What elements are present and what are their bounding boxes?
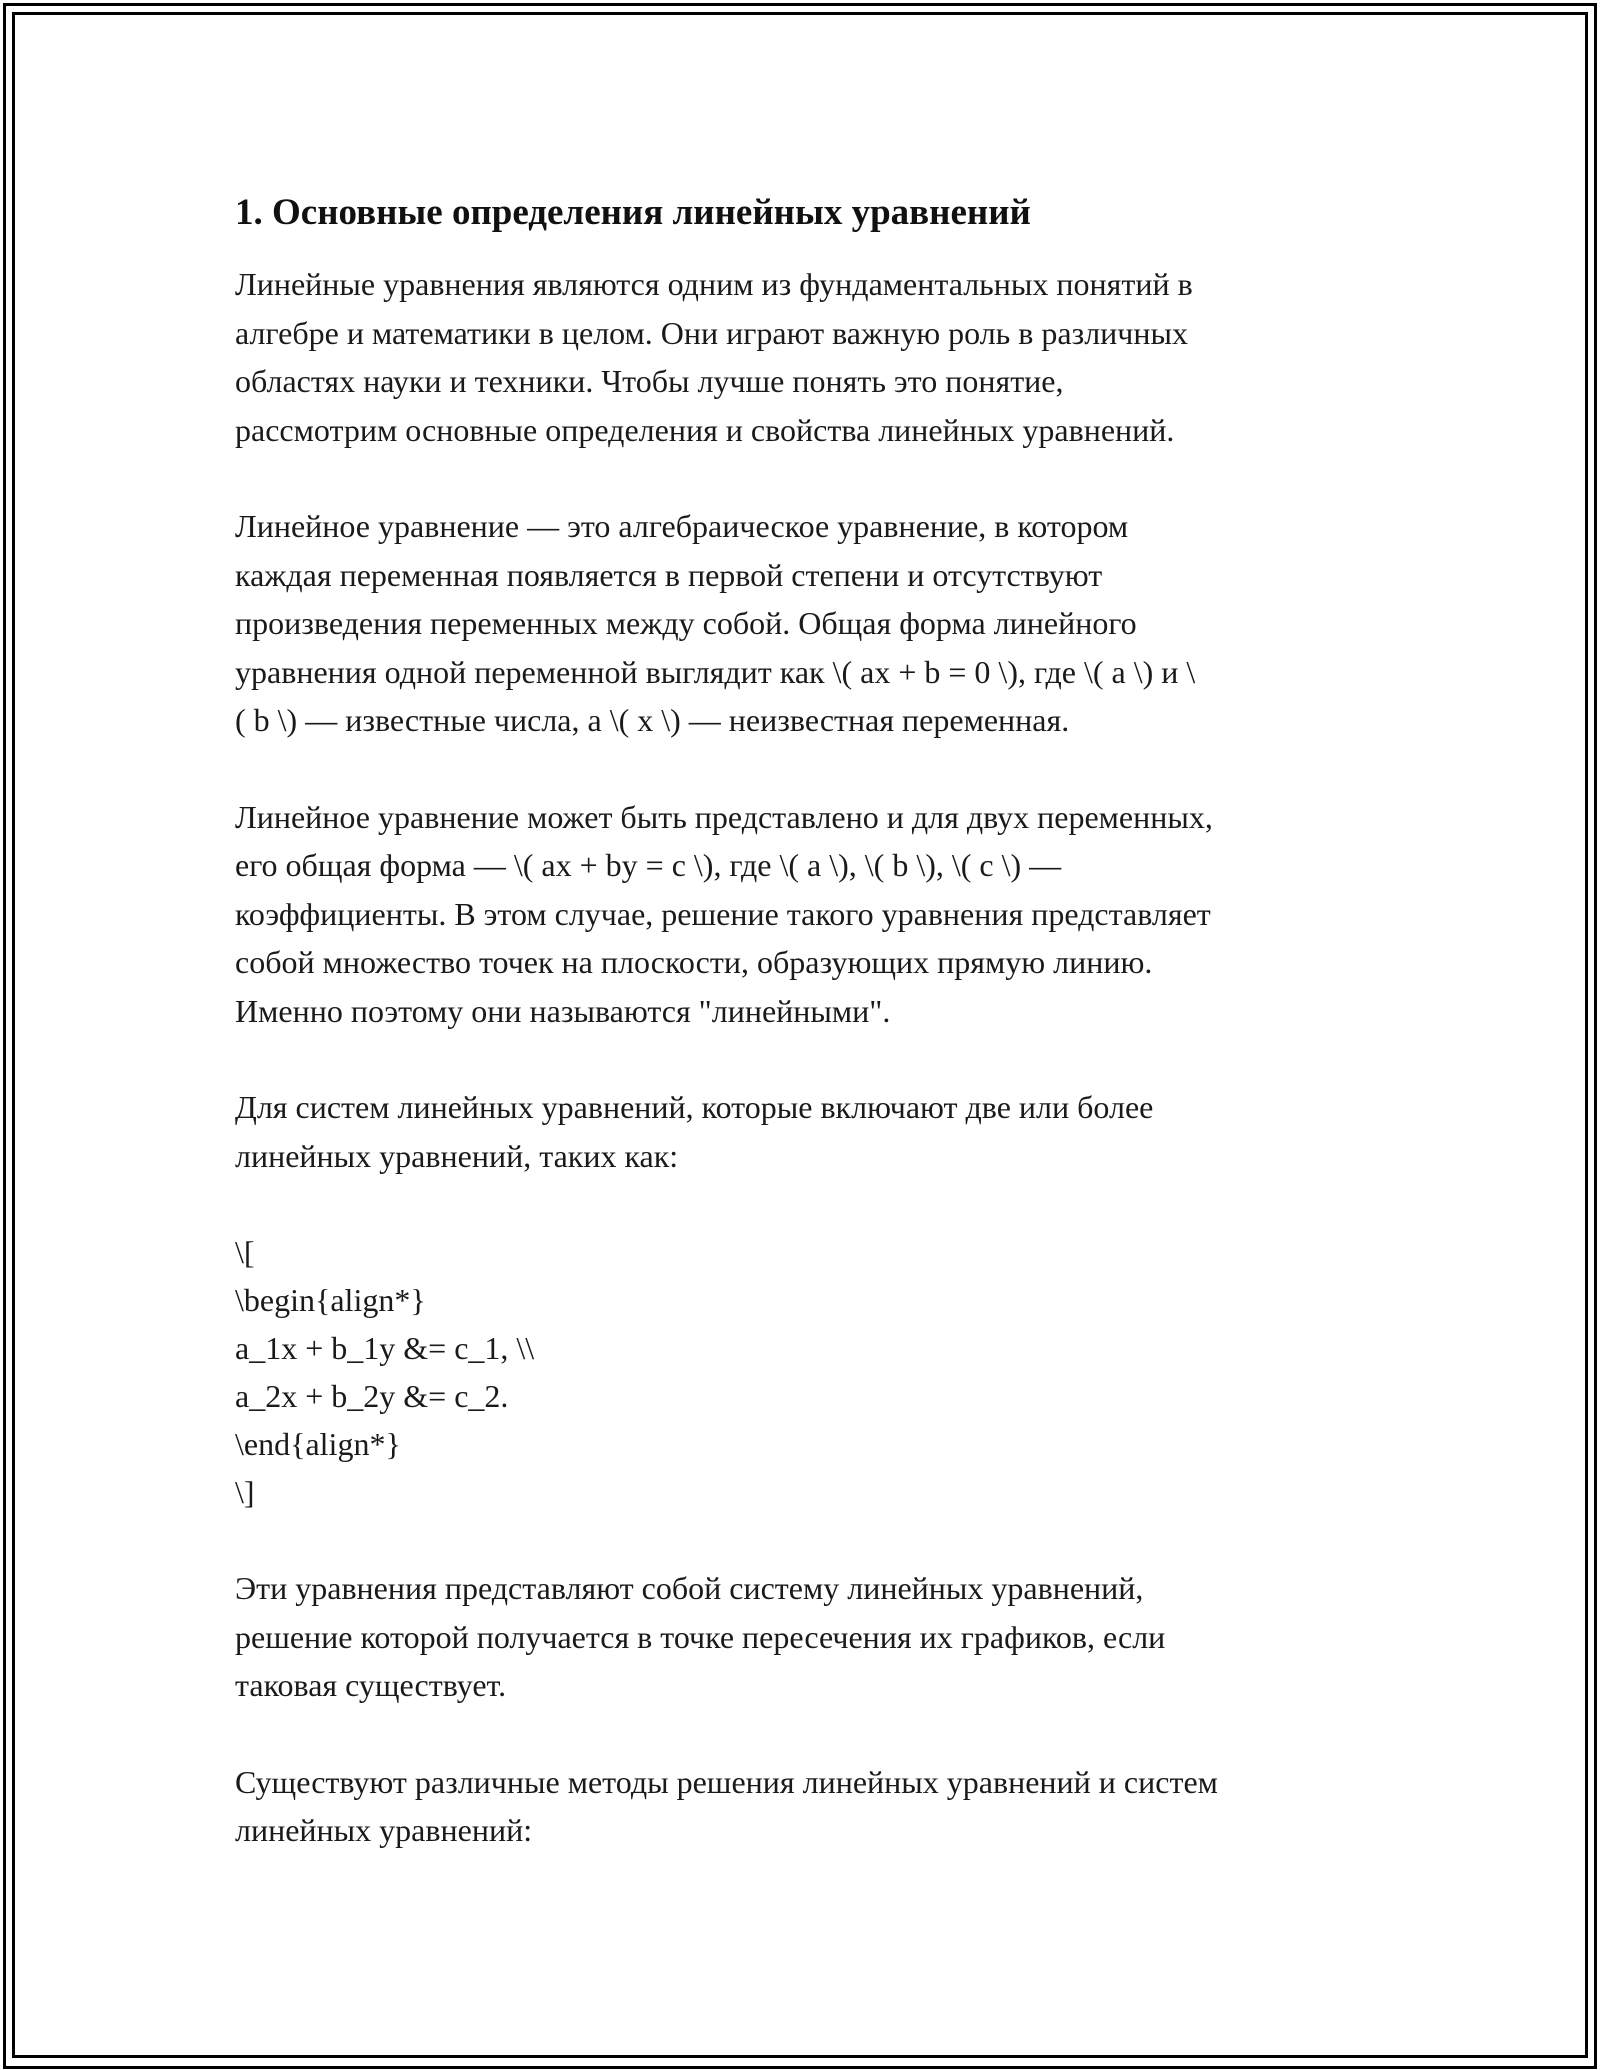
paragraph-system-solution: Эти уравнения представляют собой систему линейных уравнений, решение которой получается в точке пересечения их графиков, если таковая существует. (235, 1570, 1166, 1703)
paragraph-systems: Для систем линейных уравнений, которые включают две или более линейных уравнений, таких как: (235, 1089, 1154, 1174)
equation-line: \end{align*} (235, 1426, 401, 1462)
equation-line: a_2x + b_2y &= c_2. (235, 1378, 509, 1414)
equation-block (235, 1228, 1375, 1516)
equation-line: \begin{align*} (235, 1282, 426, 1318)
paragraph-two-variables: Линейное уравнение может быть представлено и для двух переменных, его общая форма — \( ax + by = c \), где \( a \), \( b \), \( c \) — коэффициенты. В этом случае, решение такого уравнения представляет собой множество точек на плоскости, образующих прямую линию. Именно поэтому они называются "линейными". (235, 798, 1213, 1029)
paragraph-intro: Линейные уравнения являются одним из фундаментальных понятий в алгебре и математики в целом. Они играют важную роль в различных областях науки и техники. Чтобы лучше понять это понятие, рассмотрим основные определения и свойства линейных уравнений. (235, 266, 1193, 448)
equation-line: a_1x + b_1y &= c_1, \\ (235, 1330, 535, 1366)
paragraph-definition: Линейное уравнение — это алгебраическое уравнение, в котором каждая переменная появляется в первой степени и отсутствуют произведения переменных между собой. Общая форма линейного уравнения одной переменной выглядит как \( ax + b = 0 \), где \( a \) и \ ( b \) — известные числа, а \( x \) — неизвестная переменная. (235, 508, 1196, 738)
document-body (235, 188, 1375, 1903)
equation-line: \] (235, 1474, 255, 1510)
section-heading: 1. Основные определения линейных уравнений (235, 192, 1031, 233)
paragraph-methods: Существуют различные методы решения линейных уравнений и систем линейных уравнений: (235, 1763, 1218, 1848)
equation-line: \[ (235, 1234, 255, 1270)
